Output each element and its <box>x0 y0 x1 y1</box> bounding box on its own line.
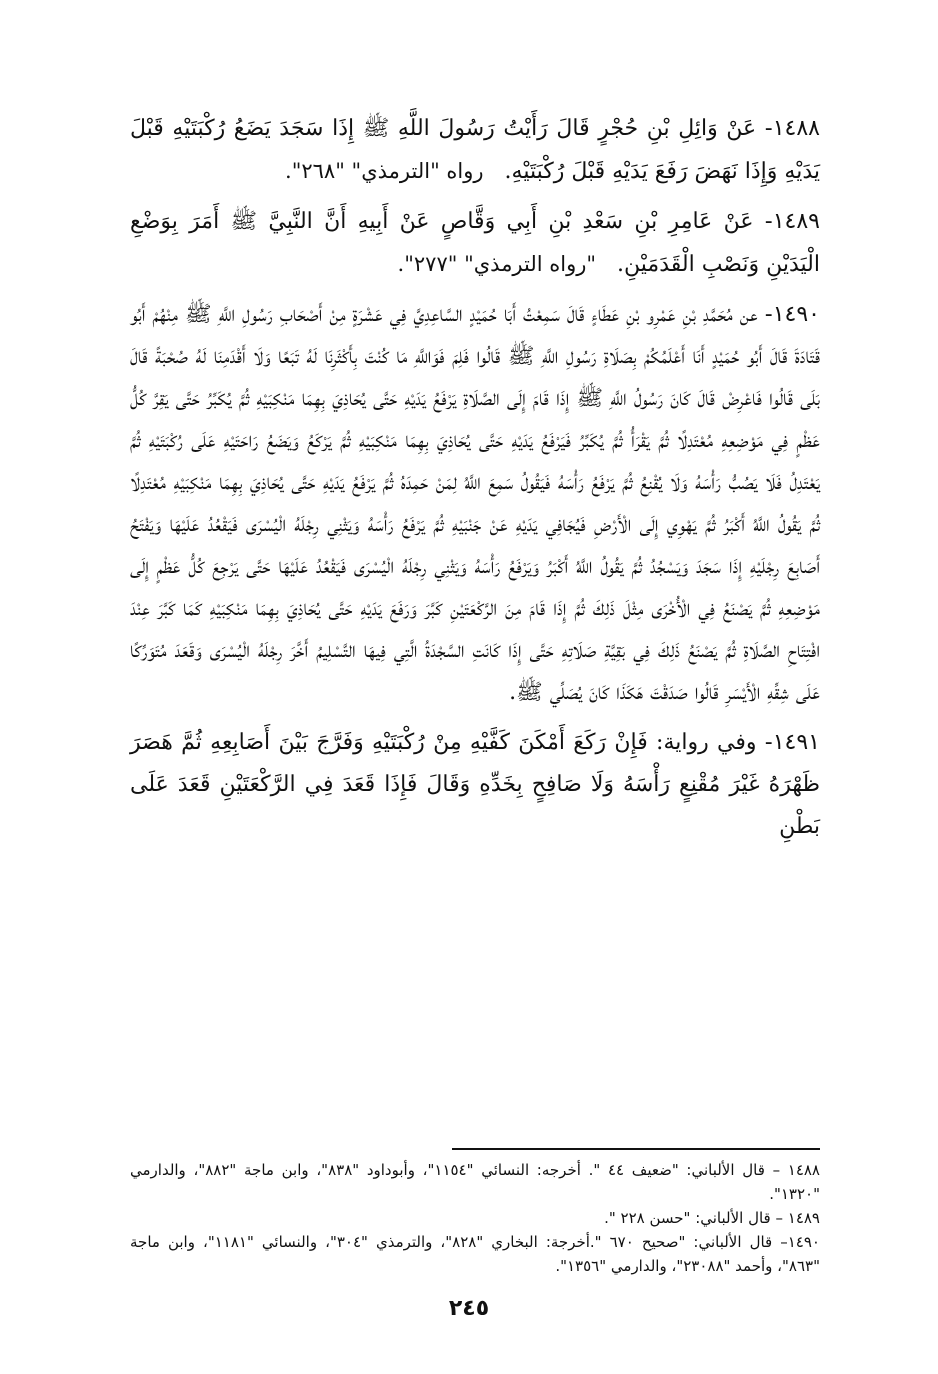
footnote-1490: ١٤٩٠– قال الألباني: "صحيح ٦٧٠ ".أخرجة: البخاري "٨٢٨"، والترمذي "٣٠٤"، والنسائي "١١٨١"، وابن ماجة "٨٦٣"، وأحمد "٢٣٠٨٨"، والدارمي "١٣٥٦". <box>130 1233 820 1275</box>
hadith-number: ١٤٨٩- <box>764 209 820 234</box>
hadith-text: وفي رواية: فَإِنْ رَكَعَ أَمْكَنَ كَفَّيْهِ مِنْ رُكْبَتَيْهِ وَفَرَّجَ بَيْنَ أَصَابِعِهِ ثُمَّ هَصَرَ ظَهْرَهُ غَيْرَ مُقْنِعٍ رَأْسَهُ وَلَا صَافِحٍ بِخَدِّهِ وَقَالَ فَإِذَا قَعَدَ فِي الرَّكْعَتَيْنِ قَعَدَ عَلَى بَطْنِ <box>130 730 820 839</box>
footnotes <box>130 1158 820 1278</box>
footnote-separator <box>452 1148 820 1150</box>
main-text-body <box>130 108 820 856</box>
hadith-text: عَنْ عَامِرِ بْنِ سَعْدِ بْنِ أَبِي وَقَّاصٍ عَنْ أَبِيهِ أَنَّ النَّبِيَّ ﷺ أَمَرَ بِوَضْعِ الْيَدَيْنِ وَنَصْبِ الْقَدَمَيْنِ. <box>130 209 820 277</box>
hadith-source: رواه "الترمذي" "٢٦٨". <box>285 159 484 183</box>
hadith-text: عن مُحَمَّدِ بْنِ عَمْرِو بْنِ عَطَاءٍ قَالَ سَمِعْتُ أَبَا حُمَيْدٍ السَّاعِدِيَّ فِي عَشْرَةٍ مِنْ أَصْحَابِ رَسُولِ اللَّهِ ﷺ مِنْهُمْ أَبُو قَتَادَةَ قَالَ أَبُو حُمَيْدٍ أَنَا أَعْلَمُكُمْ بِصَلَاةِ رَسُولِ اللَّهِ ﷺ قَالُوا فَلِمَ فَوَاللَّهِ مَا كُنْتَ بِأَكْثَرِنَا لَهُ تَبَعًا وَلَا أَقْدَمِنَا لَهُ صُحْبَةً قَالَ بَلَى قَالُوا فَاعْرِضْ قَالَ كَانَ رَسُولُ اللَّهِ ﷺ إِذَا قَامَ إِلَى الصَّلَاةِ يَرْفَعُ يَدَيْهِ حَتَّى يُحَاذِيَ بِهِمَا مَنْكِبَيْهِ ثُمَّ يُكَبِّرُ حَتَّى يَقِرَّ كُلُّ عَظْمٍ فِي مَوْضِعِهِ مُعْتَدِلًا ثُمَّ يَقْرَأُ ثُمَّ يُكَبِّرُ فَيَرْفَعُ يَدَيْهِ حَتَّى يُحَاذِيَ بِهِمَا مَنْكِبَيْهِ ثُمَّ يَرْكَعُ وَيَضَعُ رَاحَتَيْهِ عَلَى رُكْبَتَيْهِ ثُمَّ يَعْتَدِلُ فَلَا يَصُبُّ رَأْسَهُ وَلَا يُقْنِعُ ثُمَّ يَرْفَعُ رَأْسَهُ فَيَقُولُ سَمِعَ اللَّهُ لِمَنْ حَمِدَهُ ثُمَّ يَرْفَعُ يَدَيْهِ حَتَّى يُحَاذِيَ بِهِمَا مَنْكِبَيْهِ مُعْتَدِلًا ثُمَّ يَقُولُ اللَّهُ أَكْبَرُ ثُمَّ يَهْوِي إِلَى الْأَرْضِ فَيُجَافِي يَدَيْهِ عَنْ جَنْبَيْهِ ثُمَّ يَرْفَعُ رَأْسَهُ وَيَثْنِي رِجْلَهُ الْيُسْرَى فَيَقْعُدُ عَلَيْهَا وَيَفْتَحُ أَصَابِعَ رِجْلَيْهِ إِذَا سَجَدَ وَيَسْجُدُ ثُمَّ يَقُولُ اللَّهُ أَكْبَرُ وَيَرْفَعُ رَأْسَهُ وَيَثْنِي رِجْلَهُ الْيُسْرَى فَيَقْعُدُ عَلَيْهَا حَتَّى يَرْجِعَ كُلُّ عَظْمٍ إِلَى مَوْضِعِهِ ثُمَّ يَصْنَعُ فِي الْأُخْرَى مِثْلَ ذَلِكَ ثُمَّ إِذَا قَامَ مِنَ الرَّكْعَتَيْنِ كَبَّرَ وَرَفَعَ يَدَيْهِ حَتَّى يُحَاذِيَ بِهِمَا مَنْكِبَيْهِ كَمَا كَبَّرَ عِنْدَ افْتِتَاحِ الصَّلَاةِ ثُمَّ يَصْنَعُ ذَلِكَ فِي بَقِيَّةِ صَلَاتِهِ حَتَّى إِذَا كَانَتِ السَّجْدَةُ الَّتِي فِيهَا التَّسْلِيمُ أَخَّرَ رِجْلَهُ الْيُسْرَى وَقَعَدَ مُتَوَرِّكًا عَلَى شِقِّهِ الْأَيْسَرِ قَالُوا صَدَقْتَ هَكَذَا كَانَ يُصَلِّي ﷺ. <box>130 302 821 705</box>
hadith-1489 <box>130 201 820 286</box>
hadith-number: ١٤٩٠- <box>764 302 820 327</box>
page-number: ٢٤٥ <box>448 1296 490 1321</box>
hadith-source: "رواه الترمذي" "٢٧٧". <box>397 252 597 276</box>
footnote-1489: ١٤٨٩ – قال الألباني: "حسن ٢٢٨ ". <box>604 1209 820 1227</box>
hadith-number: ١٤٩١- <box>764 730 820 755</box>
hadith-1488 <box>130 108 820 193</box>
hadith-1491 <box>130 722 820 848</box>
hadith-text: عَنْ وَائِلِ بْنِ حُجْرٍ قَالَ رَأَيْتُ رَسُولَ اللَّهِ ﷺ إِذَا سَجَدَ يَضَعُ رُكْبَتَيْهِ قَبْلَ يَدَيْهِ وَإِذَا نَهَضَ رَفَعَ يَدَيْهِ قَبْلَ رُكْبَتَيْهِ. <box>130 116 820 184</box>
hadith-number: ١٤٨٨- <box>764 116 820 141</box>
footnote-1488: ١٤٨٨ – قال الألباني: "ضعيف ٤٤ ". أخرجه: النسائي "١١٥٤"، وأبوداود "٨٣٨"، وابن ماجة "٨٨٢"، والدارمي "١٣٢٠". <box>130 1161 820 1203</box>
hadith-1490 <box>130 294 820 714</box>
